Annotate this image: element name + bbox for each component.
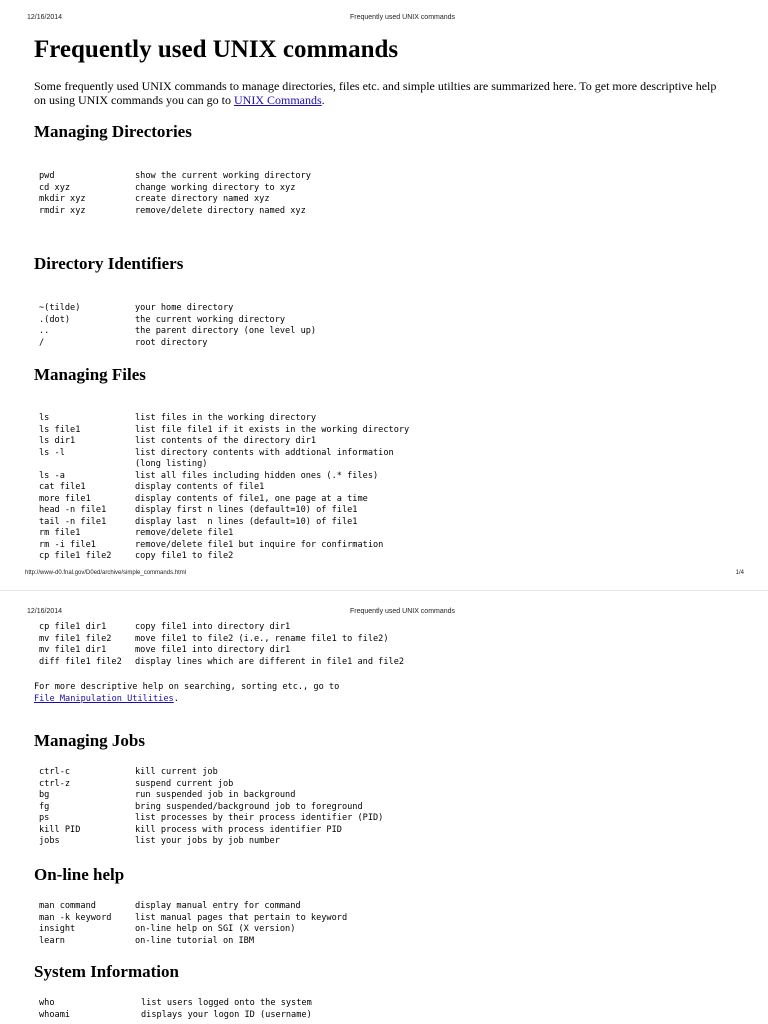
online-help-table	[39, 901, 347, 947]
command-description: list your jobs by job number	[135, 836, 280, 846]
command-name: mv file1 file2	[39, 633, 112, 644]
command-row	[39, 813, 383, 825]
command-row	[39, 183, 311, 195]
command-name: rm -i file1	[39, 539, 96, 550]
command-name: cat file1	[39, 482, 86, 492]
section-heading-directory-identifiers: Directory Identifiers	[34, 254, 184, 273]
command-description: change working directory to xyz	[135, 182, 296, 193]
command-row	[39, 836, 383, 848]
command-row	[39, 471, 409, 483]
page-header	[0, 14, 768, 28]
page-footer	[0, 570, 768, 582]
footer-url: http://www-d0.fnal.gov/D0ed/archive/simple_commands.html	[25, 570, 187, 576]
command-row	[39, 657, 404, 669]
command-row	[39, 448, 409, 460]
command-description: show the current working directory	[135, 171, 311, 181]
command-description: list directory contents with addtional information	[135, 447, 394, 458]
command-description: move file1 into directory dir1	[135, 645, 291, 655]
command-description: remove/delete file1 but inquire for confirmation	[135, 539, 384, 550]
command-description: move file1 to file2 (i.e., rename file1 to file2)	[135, 633, 389, 644]
header-title-2: Frequently used UNIX commands	[350, 608, 456, 615]
command-description: list users logged onto the system	[141, 998, 312, 1008]
command-name: whoami	[39, 1009, 71, 1020]
command-description: list files in the working directory	[135, 413, 317, 423]
command-row	[39, 901, 347, 913]
command-row	[39, 551, 409, 563]
command-description: run suspended job in background	[135, 790, 296, 800]
command-name: ls -l	[39, 447, 65, 458]
section-heading-managing-jobs: Managing Jobs	[34, 731, 145, 750]
system-information-table	[39, 998, 312, 1021]
command-description: list manual pages that pertain to keyword	[135, 912, 348, 923]
command-row	[39, 645, 404, 657]
command-name: mv file1 dir1	[39, 645, 107, 655]
command-description: the parent directory (one level up)	[135, 326, 317, 336]
command-description: create directory named xyz	[135, 194, 270, 204]
command-name: pwd	[39, 171, 55, 181]
command-name: ~(tilde)	[39, 303, 81, 313]
command-name: more file1	[39, 493, 91, 504]
command-name: kill PID	[39, 824, 81, 835]
command-row	[39, 171, 311, 183]
command-name: ls -a	[39, 470, 65, 481]
header-date: 12/16/2014	[27, 14, 63, 21]
command-name: man -k keyword	[39, 912, 112, 923]
command-name: jobs	[39, 836, 60, 846]
command-description: list file file1 if it exists in the working directory	[135, 424, 410, 435]
command-name: bg	[39, 790, 50, 800]
command-row	[39, 326, 316, 338]
command-row	[39, 913, 347, 925]
more-help-end: .	[173, 694, 179, 704]
section-heading-managing-files: Managing Files	[34, 365, 146, 384]
command-name: .(dot)	[39, 314, 71, 325]
command-description: list contents of the directory dir1	[135, 436, 317, 446]
file-manipulation-utilities-link[interactable]: File Manipulation Utilities	[34, 694, 174, 704]
command-description: on-line tutorial on IBM	[135, 935, 254, 946]
page-header-2	[0, 608, 768, 622]
command-name: /	[39, 337, 45, 348]
command-description: (long listing)	[135, 459, 208, 469]
section-heading-system-information: System Information	[34, 962, 179, 981]
command-row	[39, 206, 311, 218]
footer-page-number: 1/4	[735, 570, 744, 576]
command-row	[39, 634, 404, 646]
command-description: kill process with process identifier PID	[135, 824, 342, 835]
command-row	[39, 825, 383, 837]
command-name: tail -n file1	[39, 516, 107, 527]
intro-block	[34, 79, 724, 107]
command-description: display lines which are different in file1 and file2	[135, 656, 405, 667]
command-name: diff file1 file2	[39, 656, 122, 667]
command-name: ls dir1	[39, 436, 76, 446]
command-description: display contents of file1, one page at a time	[135, 493, 368, 504]
command-row	[39, 482, 409, 494]
command-row	[39, 315, 316, 327]
command-description: bring suspended/background job to foreground	[135, 801, 363, 812]
managing-files-table	[39, 413, 409, 563]
command-row	[39, 802, 383, 814]
command-description: the current working directory	[135, 314, 286, 325]
command-name: ctrl-c	[39, 767, 71, 777]
command-name: cd xyz	[39, 182, 71, 193]
command-name: cp file1 dir1	[39, 622, 107, 632]
intro-end: .	[321, 93, 325, 107]
command-name: ps	[39, 813, 50, 823]
command-name: man command	[39, 901, 96, 911]
command-name: fg	[39, 801, 50, 812]
directory-identifiers-table	[39, 303, 316, 349]
command-description: display first n lines (default=10) of file1	[135, 505, 358, 515]
command-row	[39, 459, 409, 471]
unix-commands-link[interactable]: UNIX Commands	[233, 93, 322, 107]
command-row	[39, 425, 409, 437]
command-row	[39, 767, 383, 779]
command-row	[39, 303, 316, 315]
header-title: Frequently used UNIX commands	[350, 14, 456, 21]
command-description: copy file1 into directory dir1	[135, 622, 291, 632]
intro-paragraph	[34, 79, 724, 107]
command-description: remove/delete file1	[135, 528, 234, 538]
command-description: suspend current job	[135, 778, 234, 789]
command-description: list processes by their process identifier (PID)	[135, 813, 384, 823]
command-name: learn	[39, 935, 65, 946]
command-name: ls file1	[39, 424, 81, 435]
command-name: rmdir xyz	[39, 205, 86, 216]
command-name: ..	[39, 326, 50, 336]
command-description: displays your logon ID (username)	[141, 1009, 312, 1020]
command-description: display last n lines (default=10) of file1	[135, 516, 358, 527]
command-name: insight	[39, 924, 76, 934]
command-description: display contents of file1	[135, 482, 265, 492]
command-name: head -n file1	[39, 505, 107, 515]
command-description: root directory	[135, 337, 208, 348]
command-description: display manual entry for command	[135, 901, 301, 911]
command-row	[39, 924, 347, 936]
page-title: Frequently used UNIX commands	[34, 36, 399, 63]
intro-text: Some frequently used UNIX commands to manage directories, files etc. and simple utilties are summarized here. To get more descriptive help on using UNIX commands you can go to	[34, 79, 717, 107]
command-row	[39, 494, 409, 506]
command-name: cp file1 file2	[39, 551, 112, 561]
section-heading-online-help: On-line help	[34, 865, 125, 884]
command-row	[39, 622, 404, 634]
command-name: ls	[39, 413, 50, 423]
command-row	[39, 790, 383, 802]
command-row	[39, 779, 383, 791]
managing-files-table-continued	[39, 622, 404, 668]
document-title-block	[34, 36, 734, 64]
command-name: ctrl-z	[39, 778, 71, 789]
command-name: mkdir xyz	[39, 194, 86, 204]
command-row	[39, 528, 409, 540]
command-row	[39, 540, 409, 552]
more-help-paragraph	[34, 681, 339, 705]
command-row	[39, 1010, 312, 1022]
command-description: your home directory	[135, 303, 234, 313]
command-description: list all files including hidden ones (.* files)	[135, 470, 379, 481]
command-name	[39, 459, 135, 471]
section-heading-managing-directories: Managing Directories	[34, 122, 192, 141]
command-name: rm file1	[39, 528, 81, 538]
command-name: who	[39, 998, 55, 1008]
command-description: copy file1 to file2	[135, 551, 234, 561]
command-description: remove/delete directory named xyz	[135, 205, 306, 216]
command-row	[39, 505, 409, 517]
command-row	[39, 998, 312, 1010]
command-row	[39, 517, 409, 529]
page-divider	[0, 590, 768, 591]
command-description: kill current job	[135, 767, 218, 777]
managing-directories-table	[39, 171, 311, 217]
command-row	[39, 338, 316, 350]
command-row	[39, 936, 347, 948]
command-row	[39, 413, 409, 425]
header-date-2: 12/16/2014	[27, 608, 63, 615]
command-row	[39, 194, 311, 206]
command-row	[39, 436, 409, 448]
more-help-text: For more descriptive help on searching, sorting etc., go to	[34, 682, 340, 692]
command-description: on-line help on SGI (X version)	[135, 924, 296, 934]
managing-jobs-table	[39, 767, 383, 848]
